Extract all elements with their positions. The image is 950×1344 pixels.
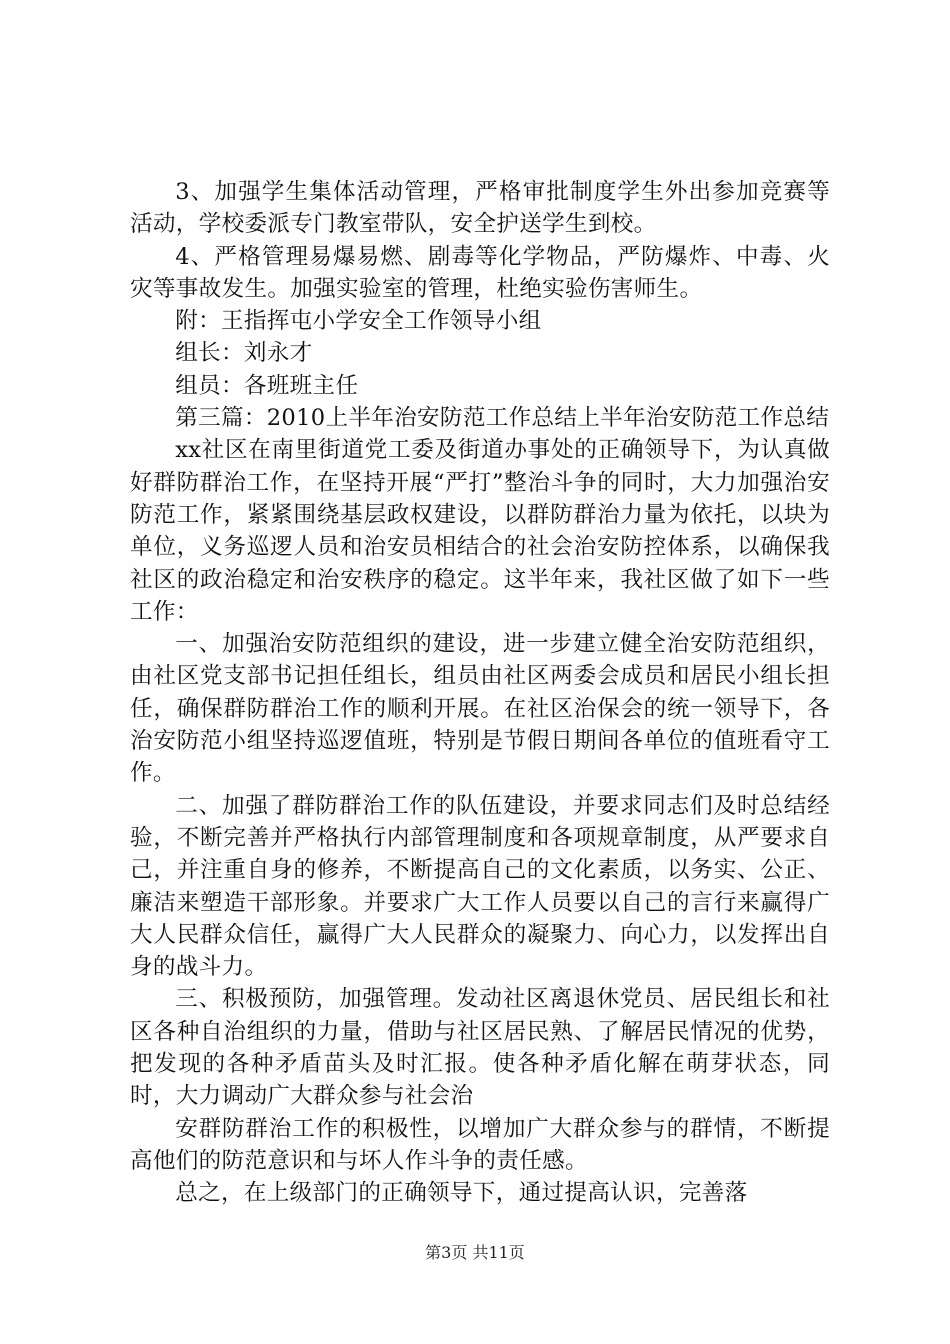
paragraph-item-three-continued: 安群防群治工作的积极性，以增加广大群众参与的群情，不断提高他们的防范意识和与坏人作斗争的责任感。 — [130, 1115, 830, 1174]
paragraph-appendix-title: 附：王指挥屯小学安全工作领导小组 — [175, 308, 542, 335]
paragraph-conclusion: 总之，在上级部门的正确领导下，通过提高认识，完善落 — [175, 1180, 748, 1207]
paragraph-item-three: 三、积极预防，加强管理。发动社区离退休党员、居民组长和社区各种自治组织的力量，借助与社区居民熟、了解居民情况的优势，把发现的各种矛盾苗头及时汇报。使各种矛盾化解在萌芽状态，同时，大力调动广大群众参与社会治 — [130, 986, 830, 1110]
paragraph-chemical-management: 4、严格管理易爆易燃、剧毒等化学物品，严防爆炸、中毒、火灾等事故发生。加强实验室的管理，杜绝实验伤害师生。 — [130, 243, 830, 302]
paragraph-item-two: 二、加强了群防群治工作的队伍建设，并要求同志们及时总结经验，不断完善并严格执行内部管理制度和各项规章制度，从严要求自己，并注重自身的修养，不断提高自己的文化素质，以务实、公正、廉洁来塑造干部形象。并要求广大工作人员要以自己的言行来赢得广大人民群众信任，赢得广大人民群众的凝聚力、向心力，以发挥出自身的战斗力。 — [130, 792, 830, 981]
document-body — [130, 176, 830, 1210]
paragraph-group-members: 组员：各班班主任 — [175, 372, 359, 399]
paragraph-community-intro: xx社区在南里街道党工委及街道办事处的正确领导下，为认真做好群防群治工作，在坚持开展“严打”整治斗争的同时，大力加强治安防范工作，紧紧围绕基层政权建设，以群防群治力量为依托，以块为单位，义务巡逻人员和治安员相结合的社会治安防控体系，以确保我社区的政治稳定和治安秩序的稳定。这半年来，我社区做了如下一些工作： — [130, 437, 830, 625]
paragraph-group-leader: 组长：刘永才 — [175, 340, 313, 367]
section-heading-part-three: 第三篇：2010上半年治安防范工作总结上半年治安防范工作总结 — [175, 405, 830, 432]
page-footer: 第3页 共11页 — [425, 1243, 525, 1262]
paragraph-item-one: 一、加强治安防范组织的建设，进一步建立健全治安防范组织，由社区党支部书记担任组长，组员由社区两委会成员和居民小组长担任，确保群防群治工作的顺利开展。在社区治保会的统一领导下，各治安防范小组坚持巡逻值班，特别是节假日期间各单位的值班看守工作。 — [130, 631, 830, 787]
paragraph-activity-management: 3、加强学生集体活动管理，严格审批制度学生外出参加竞赛等活动，学校委派专门教室带队，安全护送学生到校。 — [130, 179, 830, 238]
